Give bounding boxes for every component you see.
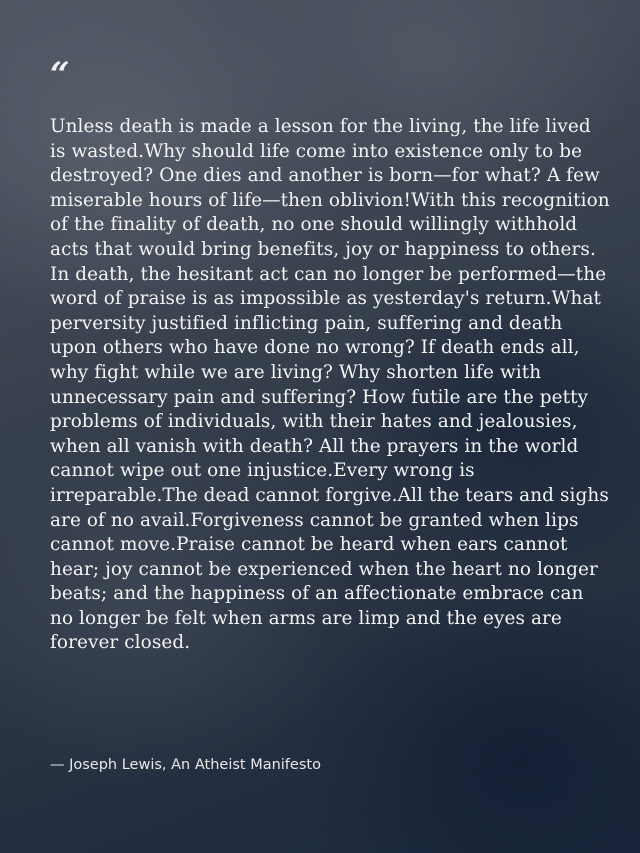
quote-text: Unless death is made a lesson for the living, the life lived is wasted.Why should life come into existence only to be destroyed? One dies and another is born—for what? A few miserable hours of life—then oblivion!With this recognition of the finality of death, no one should willingly withhold acts that would bring benefits, joy or happiness to others. In death, the hesitant act can no longer be performed—the word of praise is as impossible as yesterday's return.What perversity justified inflicting pain, suffering and death upon others who have done no wrong? If death ends all, why fight while we are living? Why shorten life with unnecessary pain and suffering? How futile are the petty problems of individuals, with their hates and jealousies, when all vanish with death? All the prayers in the world cannot wipe out one injustice.Every wrong is irreparable.The dead cannot forgive.All the tears and sighs are of no avail.Forgiveness cannot be granted when lips cannot move.Praise cannot be heard when ears cannot hear; joy cannot be experienced when the heart no longer beats; and the happiness of an affectionate embrace can no longer be felt when arms are limp and the eyes are forever closed.	[50, 116, 610, 654]
quote-mark-icon: “	[50, 55, 70, 95]
quote-attribution: — Joseph Lewis, An Atheist Manifesto	[50, 757, 321, 773]
